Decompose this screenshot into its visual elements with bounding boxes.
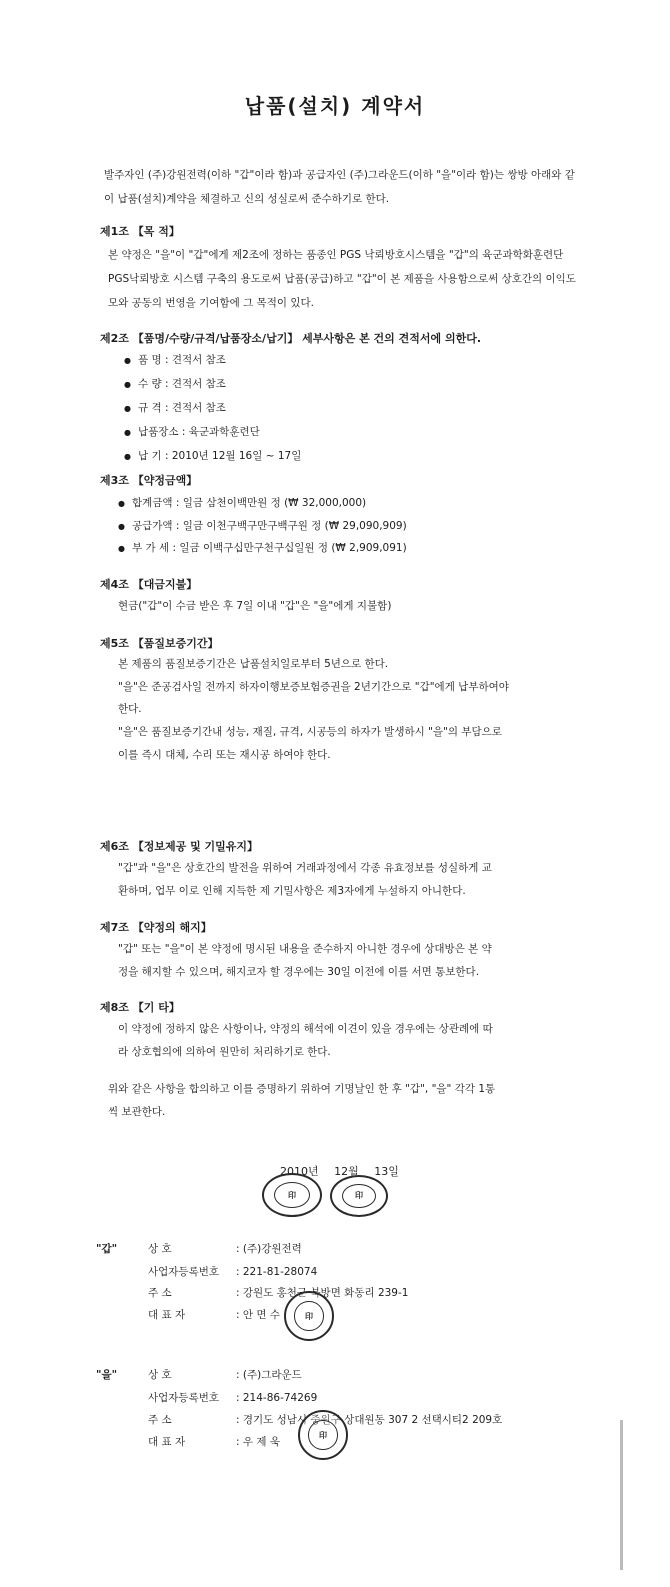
article-6-line: 환하며, 업무 이로 인해 지득한 제 기밀사항은 제3자에게 누설하지 아니한다.	[118, 885, 466, 897]
article-2-item: ● 수 량 : 견적서 참조	[124, 378, 226, 390]
article-3-item: ● 공급가액 : 일금 이천구백구만구백구원 정 (₩ 29,090,909)	[118, 520, 407, 532]
article-6-heading: 제6조 【정보제공 및 기밀유지】	[100, 840, 259, 853]
article-8-heading: 제8조 【기 타】	[100, 1001, 180, 1014]
article-2-item: ● 납 기 : 2010년 12월 16일 ~ 17일	[124, 450, 302, 462]
party-eul-row: 상 호 : (주)그라운드	[148, 1369, 302, 1381]
article-5-heading: 제5조 【품질보증기간】	[100, 637, 219, 650]
article-6-line: "갑"과 "을"은 상호간의 발전을 위하여 거래과정에서 각종 유효정보를 성실하게 교	[118, 862, 492, 874]
intro-paragraph: 발주자인 (주)강원전력(이하 "갑"이라 함)과 공급자인 (주)그라운드(이하 "을"이라 함)는 쌍방 아래와 같이 납품(설치)계약을 체결하고 신의 성실로써 준수하기로 한다.	[104, 169, 575, 205]
representative-seal-icon: 印	[284, 1291, 334, 1341]
company-seal-icon: 印	[262, 1173, 322, 1217]
party-eul-row: 대 표 자 : 우 제 욱	[148, 1436, 280, 1448]
article-3-heading: 제3조 【약정금액】	[100, 474, 198, 487]
bullet-icon: ●	[118, 522, 125, 531]
article-1-body: 본 약정은 "을"이 "갑"에게 제2조에 정하는 품종인 PGS 낙뢰방호시스템을 "갑"의 육군과학화훈련단 PGS낙뢰방호 시스템 구축의 용도로써 납품(공급)하고 "갑"이 본 제품을 사용함으로써 상호간의 이익도모와 공동의 번영을 기여함에 그 목적이 있다.	[108, 249, 576, 309]
party-gap-row: 상 호 : (주)강원전력	[148, 1243, 302, 1255]
article-3-item: ● 부 가 세 : 일금 이백구십만구천구십일원 정 (₩ 2,909,091)	[118, 542, 407, 554]
article-5-line: 이를 즉시 대체, 수리 또는 재시공 하여야 한다.	[118, 749, 331, 761]
bullet-icon: ●	[124, 404, 131, 413]
article-5-line: "을"은 준공검사일 전까지 하자이행보증보험증권을 2년기간으로 "갑"에게 납부하여야	[118, 681, 509, 693]
article-4-heading: 제4조 【대금지불】	[100, 578, 198, 591]
article-7-line: 정을 해지할 수 있으며, 해지코자 할 경우에는 30일 이전에 이를 서면 통보한다.	[118, 966, 480, 978]
party-eul-row: 사업자등록번호 : 214-86-74269	[148, 1392, 318, 1404]
party-gap-row: 사업자등록번호 : 221-81-28074	[148, 1266, 318, 1278]
bullet-icon: ●	[118, 544, 125, 553]
closing-line: 위와 같은 사항을 합의하고 이를 증명하기 위하여 기명날인 한 후 "갑", "을" 각각 1통	[108, 1083, 496, 1095]
bullet-icon: ●	[124, 428, 131, 437]
contract-date: 2010년 12월 13일	[280, 1165, 399, 1178]
bullet-icon: ●	[124, 452, 131, 461]
bullet-icon: ●	[124, 380, 131, 389]
party-eul-row: 주 소 : 경기도 성남시 중원구 상대원동 307 2 선택시티2 209호	[148, 1414, 503, 1426]
document-title: 납품(설치) 계약서	[244, 94, 426, 118]
article-8-line: 이 약정에 정하지 않은 사항이나, 약정의 해석에 이견이 있을 경우에는 상관례에 따	[118, 1023, 493, 1035]
article-5-line: "을"은 품질보증기간내 성능, 재질, 규격, 시공등의 하자가 발생하시 "을"의 부담으로	[118, 726, 502, 738]
representative-seal-icon: 印	[298, 1410, 348, 1460]
article-2-item: ● 납품장소 : 육군과학훈련단	[124, 426, 260, 438]
article-5-line: 본 제품의 품질보증기간은 납품설치일로부터 5년으로 한다.	[118, 658, 389, 670]
party-gap-row: 주 소 : 강원도 홍천군 북방면 화동리 239-1	[148, 1287, 409, 1299]
party-gap-tag: "갑"	[96, 1243, 118, 1255]
company-seal-icon: 印	[330, 1175, 388, 1217]
article-5-line: 한다.	[118, 703, 142, 715]
bullet-icon: ●	[124, 356, 131, 365]
article-2-heading: 제2조 【품명/수량/규격/납품장소/납기】 세부사항은 본 건의 견적서에 의한다.	[100, 332, 482, 345]
bullet-icon: ●	[118, 499, 125, 508]
closing-line: 씩 보관한다.	[108, 1106, 166, 1118]
article-2-item: ● 규 격 : 견적서 참조	[124, 402, 226, 414]
article-8-line: 라 상호협의에 의하여 원만히 처리하기로 한다.	[118, 1046, 331, 1058]
article-7-line: "갑" 또는 "을"이 본 약정에 명시된 내용을 준수하지 아니한 경우에 상대방은 본 약	[118, 943, 492, 955]
article-4-body: 현금("갑"이 수금 받은 후 7일 이내 "갑"은 "을"에게 지불함)	[118, 600, 392, 612]
party-eul-tag: "을"	[96, 1369, 118, 1381]
scan-edge-mark	[620, 1420, 623, 1570]
article-3-item: ● 합계금액 : 일금 삼천이백만원 정 (₩ 32,000,000)	[118, 497, 367, 509]
article-1-heading: 제1조 【목 적】	[100, 225, 180, 238]
article-7-heading: 제7조 【약정의 해지】	[100, 921, 212, 934]
party-gap-row: 대 표 자 : 안 면 수	[148, 1309, 280, 1321]
article-2-item: ● 품 명 : 견적서 참조	[124, 354, 226, 366]
